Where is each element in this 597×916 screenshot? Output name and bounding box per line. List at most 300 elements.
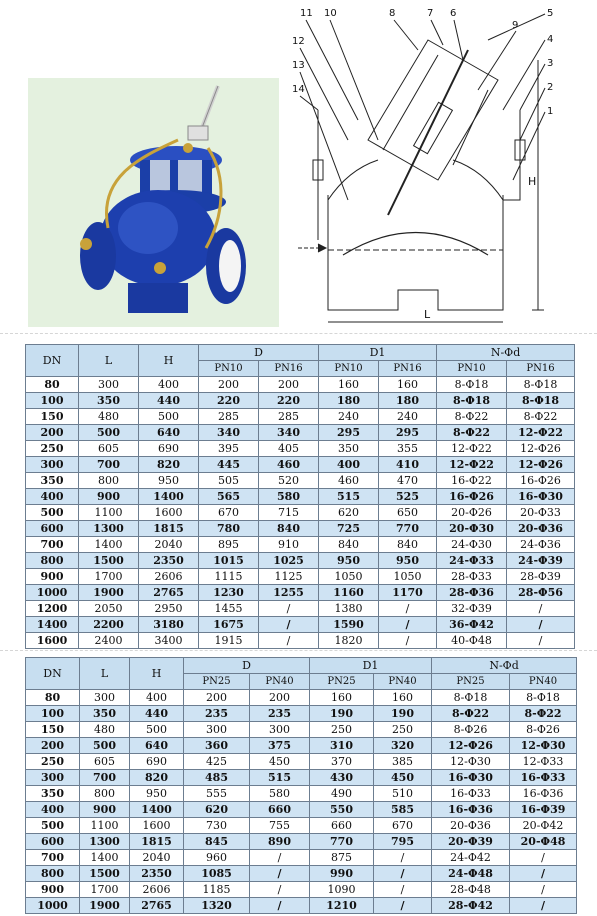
cell-dn: 1400 — [26, 617, 79, 633]
table-row — [26, 569, 575, 585]
table-cell: 200 — [199, 377, 259, 393]
callout-11: 11 — [300, 8, 313, 19]
table-row — [26, 834, 577, 850]
cell-dn: 250 — [26, 754, 80, 770]
table-cell: 910 — [259, 537, 319, 553]
table-cell: 520 — [259, 473, 319, 489]
table-cell: 1815 — [130, 834, 184, 850]
table-cell: 16-Φ39 — [510, 802, 577, 818]
table-cell: 1090 — [310, 882, 374, 898]
subheader-pn: PN16 — [259, 361, 319, 377]
table-cell: 300 — [184, 722, 250, 738]
table-row — [26, 690, 577, 706]
table-cell: 180 — [379, 393, 437, 409]
table-cell: 2350 — [130, 866, 184, 882]
cell-dn: 150 — [26, 409, 79, 425]
table-cell: 1500 — [80, 866, 130, 882]
table-row — [26, 553, 575, 569]
table-cell: 8-Φ26 — [432, 722, 510, 738]
table-cell: / — [250, 850, 310, 866]
table-cell: 820 — [130, 770, 184, 786]
subheader-pn: PN25 — [184, 674, 250, 690]
table-cell: 460 — [259, 457, 319, 473]
table-cell: 950 — [319, 553, 379, 569]
header-l: L — [80, 658, 130, 690]
header-n-d: N-Φd — [432, 658, 577, 674]
table-cell: 500 — [139, 409, 199, 425]
table-row — [26, 377, 575, 393]
table-cell: 1210 — [310, 898, 374, 914]
cell-dn: 600 — [26, 834, 80, 850]
table-cell: 24-Φ36 — [507, 537, 575, 553]
table-cell: 28-Φ42 — [432, 898, 510, 914]
table-row — [26, 457, 575, 473]
table-cell: / — [374, 882, 432, 898]
table-cell: 220 — [259, 393, 319, 409]
table-cell: 320 — [374, 738, 432, 754]
table-cell: 450 — [374, 770, 432, 786]
table-cell: 580 — [250, 786, 310, 802]
table-cell: 565 — [199, 489, 259, 505]
table-cell: 28-Φ39 — [507, 569, 575, 585]
cell-dn: 500 — [26, 818, 80, 834]
table-cell: 340 — [199, 425, 259, 441]
callout-7: 7 — [427, 8, 434, 19]
table-cell: 160 — [310, 690, 374, 706]
table-cell: 845 — [184, 834, 250, 850]
table-cell: 895 — [199, 537, 259, 553]
table-cell: 300 — [79, 377, 139, 393]
cell-dn: 350 — [26, 786, 80, 802]
table-cell: 20-Φ36 — [507, 521, 575, 537]
table-cell: 220 — [199, 393, 259, 409]
table-cell: 300 — [250, 722, 310, 738]
table-cell: 16-Φ33 — [510, 770, 577, 786]
table-cell: 690 — [139, 441, 199, 457]
table-cell: 550 — [310, 802, 374, 818]
table-cell: 1085 — [184, 866, 250, 882]
table-cell: 770 — [310, 834, 374, 850]
table-cell: 340 — [259, 425, 319, 441]
cell-dn: 800 — [26, 866, 80, 882]
table-cell: / — [507, 601, 575, 617]
table-cell: 1100 — [80, 818, 130, 834]
table-cell: 1400 — [79, 537, 139, 553]
table-cell: 650 — [379, 505, 437, 521]
table-cell: 20-Φ33 — [507, 505, 575, 521]
cell-dn: 100 — [26, 393, 79, 409]
cell-dn: 400 — [26, 489, 79, 505]
table-cell: 395 — [199, 441, 259, 457]
table-cell: 1160 — [319, 585, 379, 601]
table-row — [26, 722, 577, 738]
table-cell: 20-Φ36 — [432, 818, 510, 834]
table-row — [26, 786, 577, 802]
table-cell: 8-Φ18 — [507, 377, 575, 393]
header-dn: DN — [26, 658, 80, 690]
cell-dn: 900 — [26, 569, 79, 585]
table-cell: 12-Φ26 — [432, 738, 510, 754]
cell-dn: 700 — [26, 850, 80, 866]
cell-dn: 80 — [26, 690, 80, 706]
table-cell: 640 — [139, 425, 199, 441]
table-cell: 310 — [310, 738, 374, 754]
table-cell: 425 — [184, 754, 250, 770]
table-cell: 375 — [250, 738, 310, 754]
cell-dn: 900 — [26, 882, 80, 898]
table-row — [26, 585, 575, 601]
subheader-pn: PN10 — [319, 361, 379, 377]
table-cell: 515 — [250, 770, 310, 786]
table-cell: 20-Φ26 — [437, 505, 507, 521]
table-cell: 8-Φ18 — [437, 377, 507, 393]
table-cell: 1115 — [199, 569, 259, 585]
table-cell: 500 — [130, 722, 184, 738]
table-cell: 28-Φ33 — [437, 569, 507, 585]
table-cell: 24-Φ30 — [437, 537, 507, 553]
table-cell: 1300 — [79, 521, 139, 537]
table-cell: / — [374, 866, 432, 882]
table-cell: / — [250, 882, 310, 898]
table-cell: 1380 — [319, 601, 379, 617]
subheader-pn: PN16 — [379, 361, 437, 377]
table-cell: 400 — [139, 377, 199, 393]
table-row — [26, 882, 577, 898]
table-cell: 1170 — [379, 585, 437, 601]
table-cell: 1230 — [199, 585, 259, 601]
table-cell: 16-Φ33 — [432, 786, 510, 802]
subheader-pn: PN10 — [199, 361, 259, 377]
table-cell: 515 — [319, 489, 379, 505]
table-cell: 24-Φ42 — [432, 850, 510, 866]
table-cell: 400 — [319, 457, 379, 473]
table-cell: 250 — [310, 722, 374, 738]
table-cell: 890 — [250, 834, 310, 850]
table-cell: 350 — [80, 706, 130, 722]
cell-dn: 700 — [26, 537, 79, 553]
dimension-table-pn25-pn40 — [25, 657, 577, 914]
table-cell: 2040 — [139, 537, 199, 553]
table-cell: 950 — [139, 473, 199, 489]
table-cell: 730 — [184, 818, 250, 834]
table-cell: 350 — [79, 393, 139, 409]
table-cell: 24-Φ33 — [437, 553, 507, 569]
table-cell: 8-Φ18 — [510, 690, 577, 706]
table-cell: 900 — [80, 802, 130, 818]
table-cell: 1320 — [184, 898, 250, 914]
cell-dn: 500 — [26, 505, 79, 521]
table-cell: 620 — [319, 505, 379, 521]
table-cell: 585 — [374, 802, 432, 818]
cell-dn: 400 — [26, 802, 80, 818]
table-cell: 1400 — [139, 489, 199, 505]
callout-1: 1 — [547, 106, 554, 117]
table-cell: 16-Φ30 — [432, 770, 510, 786]
table-cell: 20-Φ30 — [437, 521, 507, 537]
table-cell: 620 — [184, 802, 250, 818]
table-cell: 1025 — [259, 553, 319, 569]
table-cell: 295 — [379, 425, 437, 441]
cell-dn: 300 — [26, 770, 80, 786]
table-cell: 1100 — [79, 505, 139, 521]
table-cell: 370 — [310, 754, 374, 770]
table-cell: 700 — [80, 770, 130, 786]
table-cell: 430 — [310, 770, 374, 786]
table-cell: 605 — [79, 441, 139, 457]
table-cell: 2950 — [139, 601, 199, 617]
table-cell: 16-Φ22 — [437, 473, 507, 489]
table-cell: / — [510, 850, 577, 866]
table-cell: 20-Φ42 — [510, 818, 577, 834]
subheader-pn: PN40 — [250, 674, 310, 690]
table-cell: 295 — [319, 425, 379, 441]
table-cell: / — [374, 898, 432, 914]
valve-illustration — [28, 78, 279, 327]
table-cell: 12-Φ22 — [437, 457, 507, 473]
table-cell: 440 — [130, 706, 184, 722]
table-cell: 160 — [319, 377, 379, 393]
table-cell: 1590 — [319, 617, 379, 633]
table-cell: 200 — [184, 690, 250, 706]
table-cell: 190 — [374, 706, 432, 722]
separator-middle — [0, 650, 597, 651]
table-cell: 690 — [130, 754, 184, 770]
table-cell: 715 — [259, 505, 319, 521]
table-row — [26, 898, 577, 914]
table-row — [26, 601, 575, 617]
table-cell: 28-Φ36 — [437, 585, 507, 601]
table-cell: 16-Φ26 — [507, 473, 575, 489]
table-cell: 670 — [374, 818, 432, 834]
table-cell: 1700 — [80, 882, 130, 898]
separator-top — [0, 333, 597, 334]
table-cell: 360 — [184, 738, 250, 754]
table-cell: 235 — [250, 706, 310, 722]
table-cell: 12-Φ22 — [437, 441, 507, 457]
table-cell: 1050 — [379, 569, 437, 585]
table-cell: 2050 — [79, 601, 139, 617]
table-cell: 1675 — [199, 617, 259, 633]
table-cell: 485 — [184, 770, 250, 786]
table-cell: / — [507, 617, 575, 633]
table-cell: 820 — [139, 457, 199, 473]
table-cell: 2606 — [139, 569, 199, 585]
table-cell: 12-Φ33 — [510, 754, 577, 770]
table-cell: 1050 — [319, 569, 379, 585]
table-cell: 2350 — [139, 553, 199, 569]
table-cell: 16-Φ36 — [432, 802, 510, 818]
header-l: L — [79, 345, 139, 377]
table-cell: 8-Φ22 — [510, 706, 577, 722]
header-d1: D1 — [310, 658, 432, 674]
table-cell: 950 — [379, 553, 437, 569]
table-cell: 840 — [319, 537, 379, 553]
table-cell: 1820 — [319, 633, 379, 649]
table-cell: 770 — [379, 521, 437, 537]
table-cell: 470 — [379, 473, 437, 489]
subheader-pn: PN16 — [507, 361, 575, 377]
table-cell: 8-Φ22 — [437, 409, 507, 425]
table-cell: 1300 — [80, 834, 130, 850]
subheader-pn: PN10 — [437, 361, 507, 377]
callout-12: 12 — [292, 36, 305, 47]
table-cell: 1600 — [130, 818, 184, 834]
table-cell: 505 — [199, 473, 259, 489]
table-cell: 1500 — [79, 553, 139, 569]
table-cell: 3180 — [139, 617, 199, 633]
table-cell: 1400 — [80, 850, 130, 866]
table-cell: 190 — [310, 706, 374, 722]
table-cell: 1815 — [139, 521, 199, 537]
cell-dn: 800 — [26, 553, 79, 569]
table-cell: 445 — [199, 457, 259, 473]
table-cell: 1600 — [139, 505, 199, 521]
table-cell: 1015 — [199, 553, 259, 569]
dimension-l-label: L — [424, 308, 431, 321]
callout-4: 4 — [547, 34, 554, 45]
table-cell: 440 — [139, 393, 199, 409]
table-cell: 16-Φ26 — [437, 489, 507, 505]
table-cell: 670 — [199, 505, 259, 521]
table-cell: 12-Φ26 — [507, 457, 575, 473]
table-cell: 385 — [374, 754, 432, 770]
header-d: D — [184, 658, 310, 674]
table-cell: 24-Φ39 — [507, 553, 575, 569]
table-cell: 725 — [319, 521, 379, 537]
table-cell: 20-Φ39 — [432, 834, 510, 850]
table-cell: 660 — [250, 802, 310, 818]
callout-6: 6 — [450, 8, 457, 19]
table-row — [26, 393, 575, 409]
table-cell: 40-Φ48 — [437, 633, 507, 649]
table-cell: 180 — [319, 393, 379, 409]
table-row — [26, 770, 577, 786]
table-cell: 8-Φ18 — [507, 393, 575, 409]
table-cell: / — [259, 617, 319, 633]
table-row — [26, 818, 577, 834]
table-row — [26, 409, 575, 425]
table-cell: 3400 — [139, 633, 199, 649]
cell-dn: 100 — [26, 706, 80, 722]
table-cell: 460 — [319, 473, 379, 489]
table-cell: 285 — [259, 409, 319, 425]
table-cell: 950 — [130, 786, 184, 802]
table-cell: 605 — [80, 754, 130, 770]
table-cell: 960 — [184, 850, 250, 866]
table-row — [26, 425, 575, 441]
table-cell: 1400 — [130, 802, 184, 818]
table-cell: 2400 — [79, 633, 139, 649]
cell-dn: 150 — [26, 722, 80, 738]
table-cell: 2200 — [79, 617, 139, 633]
cell-dn: 200 — [26, 738, 80, 754]
subheader-pn: PN40 — [374, 674, 432, 690]
table-cell: / — [510, 898, 577, 914]
table-cell: 2040 — [130, 850, 184, 866]
table-cell: 20-Φ48 — [510, 834, 577, 850]
table-cell: 350 — [319, 441, 379, 457]
table-cell: 480 — [79, 409, 139, 425]
table-cell: 12-Φ26 — [507, 441, 575, 457]
table-row — [26, 537, 575, 553]
table-cell: 1255 — [259, 585, 319, 601]
cell-dn: 600 — [26, 521, 79, 537]
table-cell: 875 — [310, 850, 374, 866]
table-cell: 500 — [79, 425, 139, 441]
table-row — [26, 441, 575, 457]
callout-5: 5 — [547, 8, 554, 19]
callout-2: 2 — [547, 82, 554, 93]
table-cell: 490 — [310, 786, 374, 802]
cell-dn: 300 — [26, 457, 79, 473]
table-cell: 840 — [259, 521, 319, 537]
table-cell: 405 — [259, 441, 319, 457]
header-h: H — [139, 345, 199, 377]
table-cell: / — [374, 850, 432, 866]
table-row — [26, 738, 577, 754]
callout-13: 13 — [292, 60, 305, 71]
table-cell: 200 — [250, 690, 310, 706]
table-row — [26, 850, 577, 866]
table-cell: 2606 — [130, 882, 184, 898]
cell-dn: 1000 — [26, 585, 79, 601]
header-d1: D1 — [319, 345, 437, 361]
header-d: D — [199, 345, 319, 361]
table-cell: 780 — [199, 521, 259, 537]
table-row — [26, 706, 577, 722]
table-cell: 240 — [319, 409, 379, 425]
table-row — [26, 802, 577, 818]
table-cell: / — [250, 898, 310, 914]
table-cell: 12-Φ30 — [432, 754, 510, 770]
table-cell: 240 — [379, 409, 437, 425]
table-cell: 32-Φ39 — [437, 601, 507, 617]
cell-dn: 1200 — [26, 601, 79, 617]
table-cell: 285 — [199, 409, 259, 425]
table-row — [26, 521, 575, 537]
table-cell: 200 — [259, 377, 319, 393]
callout-3: 3 — [547, 58, 554, 69]
table-cell: 12-Φ30 — [510, 738, 577, 754]
table-cell: 700 — [79, 457, 139, 473]
table-cell: 580 — [259, 489, 319, 505]
table-row — [26, 473, 575, 489]
cell-dn: 1600 — [26, 633, 79, 649]
table-cell: 160 — [374, 690, 432, 706]
table-row — [26, 617, 575, 633]
table-cell: 8-Φ18 — [432, 690, 510, 706]
table-cell: / — [379, 601, 437, 617]
table-cell: 2765 — [139, 585, 199, 601]
table-cell: 1185 — [184, 882, 250, 898]
table-cell: 8-Φ22 — [507, 409, 575, 425]
table-cell: 2765 — [130, 898, 184, 914]
valve-section-drawing — [288, 0, 597, 335]
table-cell: / — [510, 882, 577, 898]
table-row — [26, 866, 577, 882]
subheader-pn: PN40 — [510, 674, 577, 690]
table-cell: 28-Φ48 — [432, 882, 510, 898]
callout-10: 10 — [324, 8, 337, 19]
table-cell: 8-Φ22 — [437, 425, 507, 441]
table-cell: 410 — [379, 457, 437, 473]
table-cell: 800 — [79, 473, 139, 489]
table-cell: 840 — [379, 537, 437, 553]
table-cell: 24-Φ48 — [432, 866, 510, 882]
table-cell: 1125 — [259, 569, 319, 585]
table-cell: 990 — [310, 866, 374, 882]
cell-dn: 1000 — [26, 898, 80, 914]
